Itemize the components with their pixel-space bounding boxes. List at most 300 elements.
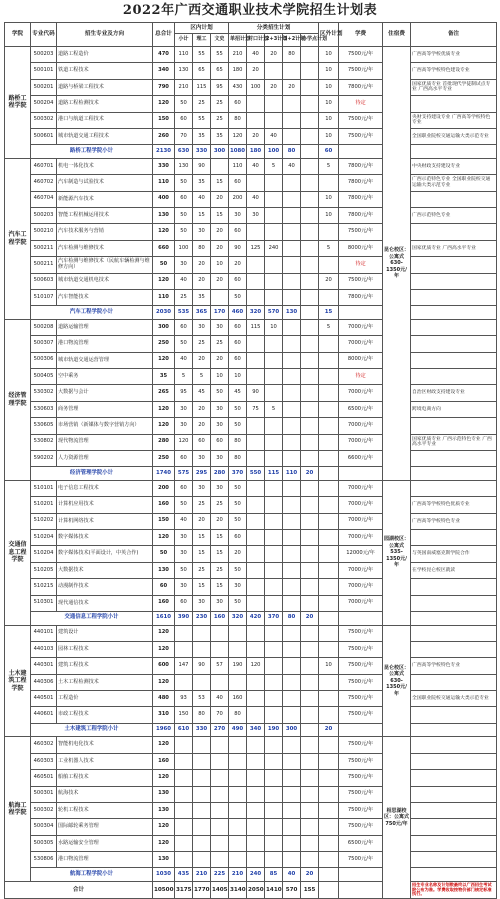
plan-b bbox=[265, 737, 283, 753]
table-row bbox=[5, 530, 497, 546]
plan-b: 20 bbox=[265, 79, 283, 95]
plan-sci: 55 bbox=[193, 47, 211, 63]
plan-art bbox=[211, 641, 229, 657]
major-name: 机电一体化技术 bbox=[57, 158, 153, 174]
remark bbox=[411, 641, 497, 657]
major-code: 460701 bbox=[31, 158, 57, 174]
plan-single: 20 bbox=[229, 257, 247, 273]
major-name: 商务管理 bbox=[57, 401, 153, 417]
major-code: 510204 bbox=[31, 546, 57, 562]
header-dorm-fee: 住宿费 bbox=[383, 23, 411, 47]
header-science: 理工 bbox=[193, 34, 211, 47]
subtotal-single: 320 bbox=[229, 612, 247, 626]
remark: 广西示范特色专业 全国职业院校交通运输大类示范专业 bbox=[411, 175, 497, 191]
table-row bbox=[5, 224, 497, 240]
plan-sci: 15 bbox=[193, 530, 211, 546]
tuition-fee: 7500元/年 bbox=[339, 625, 383, 641]
plan-a: 20 bbox=[247, 128, 265, 144]
grand-total-d: 155 bbox=[301, 881, 319, 898]
plan-sci: 25 bbox=[193, 562, 211, 578]
plan-art bbox=[211, 852, 229, 868]
plan-single bbox=[229, 770, 247, 786]
plan-a bbox=[247, 513, 265, 529]
plan-a bbox=[247, 289, 265, 305]
plan-sub: 100 bbox=[175, 240, 193, 256]
plan-sub: 70 bbox=[175, 128, 193, 144]
plan-art: 15 bbox=[211, 546, 229, 562]
plan-d bbox=[301, 240, 319, 256]
plan-sci bbox=[193, 802, 211, 818]
table-row bbox=[5, 513, 497, 529]
plan-sci: 90 bbox=[193, 158, 211, 174]
tuition-fee: 7500元/年 bbox=[339, 112, 383, 128]
table-row bbox=[5, 158, 497, 174]
subtotal-sub: 390 bbox=[175, 612, 193, 626]
plan-d bbox=[301, 674, 319, 690]
plan-total: 60 bbox=[153, 579, 175, 595]
grand-total-out bbox=[319, 881, 339, 898]
remark: 广西高等学校特色专业 bbox=[411, 513, 497, 529]
subtotal-a: 180 bbox=[247, 145, 265, 159]
plan-c bbox=[283, 707, 301, 723]
plan-a bbox=[247, 691, 265, 707]
remark bbox=[411, 786, 497, 802]
grand-total-label: 合计 bbox=[5, 881, 153, 898]
plan-b bbox=[265, 175, 283, 191]
subtotal-out bbox=[319, 467, 339, 481]
college-name: 经济管理学院 bbox=[5, 319, 31, 480]
tuition-fee: 7500元/年 bbox=[339, 753, 383, 769]
plan-b bbox=[265, 385, 283, 401]
plan-out bbox=[319, 786, 339, 802]
remark bbox=[411, 352, 497, 368]
plan-art: 30 bbox=[211, 418, 229, 434]
subtotal-remark bbox=[411, 145, 497, 159]
plan-out bbox=[319, 641, 339, 657]
subtotal-sci: 330 bbox=[193, 723, 211, 737]
major-name: 现代物流管理 bbox=[57, 434, 153, 450]
plan-sci: 45 bbox=[193, 385, 211, 401]
major-name: 汽车检测与维修技术 bbox=[57, 240, 153, 256]
plan-single bbox=[229, 625, 247, 641]
remark bbox=[411, 835, 497, 851]
plan-out: 10 bbox=[319, 96, 339, 112]
tuition-fee: 7500元/年 bbox=[339, 47, 383, 63]
plan-d bbox=[301, 434, 319, 450]
major-name: 土木工程检测技术 bbox=[57, 674, 153, 690]
plan-total: 120 bbox=[153, 401, 175, 417]
plan-out bbox=[319, 513, 339, 529]
tuition-fee: 8000元/年 bbox=[339, 352, 383, 368]
plan-c bbox=[283, 336, 301, 352]
plan-a bbox=[247, 480, 265, 496]
plan-c bbox=[283, 819, 301, 835]
table-row bbox=[5, 385, 497, 401]
plan-b bbox=[265, 480, 283, 496]
table-row bbox=[5, 802, 497, 818]
plan-b bbox=[265, 191, 283, 207]
table-row bbox=[5, 401, 497, 417]
remark bbox=[411, 530, 497, 546]
subtotal-a: 320 bbox=[247, 306, 265, 320]
plan-total: 120 bbox=[153, 819, 175, 835]
major-name: 道路运输管理 bbox=[57, 319, 153, 335]
tuition-fee: 7000元/年 bbox=[339, 579, 383, 595]
remark: 广西高等学校优质专业 bbox=[411, 47, 497, 63]
plan-c bbox=[283, 625, 301, 641]
plan-sci bbox=[193, 835, 211, 851]
plan-single: 90 bbox=[229, 240, 247, 256]
remark bbox=[411, 625, 497, 641]
plan-a: 90 bbox=[247, 385, 265, 401]
tuition-fee: 7500元/年 bbox=[339, 802, 383, 818]
plan-c: 20 bbox=[283, 79, 301, 95]
remark bbox=[411, 96, 497, 112]
plan-out bbox=[319, 770, 339, 786]
subtotal-art: 170 bbox=[211, 306, 229, 320]
table-row bbox=[5, 240, 497, 256]
plan-out bbox=[319, 497, 339, 513]
subtotal-c: 300 bbox=[283, 723, 301, 737]
plan-sci: 30 bbox=[193, 450, 211, 466]
plan-out bbox=[319, 674, 339, 690]
major-code: 500201 bbox=[31, 79, 57, 95]
remark: 国家优质专业 首批现代学徒制试点专业 广西高水平专业 bbox=[411, 79, 497, 95]
plan-total: 160 bbox=[153, 497, 175, 513]
plan-total: 120 bbox=[153, 530, 175, 546]
major-name: 智能机电化技术 bbox=[57, 737, 153, 753]
plan-art bbox=[211, 802, 229, 818]
tuition-fee: 6600元/年 bbox=[339, 450, 383, 466]
plan-sub: 60 bbox=[175, 480, 193, 496]
plan-b: 240 bbox=[265, 240, 283, 256]
major-code: 510201 bbox=[31, 497, 57, 513]
plan-c bbox=[283, 852, 301, 868]
tuition-fee: 7500元/年 bbox=[339, 786, 383, 802]
plan-total: 600 bbox=[153, 658, 175, 674]
plan-sub: 93 bbox=[175, 691, 193, 707]
subtotal-fee bbox=[339, 723, 383, 737]
plan-a bbox=[247, 625, 265, 641]
major-code: 500211 bbox=[31, 240, 57, 256]
plan-a bbox=[247, 802, 265, 818]
plan-c bbox=[283, 319, 301, 335]
grand-total-row bbox=[5, 881, 497, 898]
plan-c bbox=[283, 674, 301, 690]
plan-c bbox=[283, 208, 301, 224]
plan-out bbox=[319, 401, 339, 417]
plan-sub: 50 bbox=[175, 175, 193, 191]
plan-single: 120 bbox=[229, 128, 247, 144]
table-row bbox=[5, 852, 497, 868]
plan-d bbox=[301, 770, 319, 786]
table-row bbox=[5, 418, 497, 434]
header-subtotal: 小计 bbox=[175, 34, 193, 47]
plan-a bbox=[247, 450, 265, 466]
plan-art: 55 bbox=[211, 47, 229, 63]
plan-out: 10 bbox=[319, 658, 339, 674]
major-name: 大数据与会计 bbox=[57, 385, 153, 401]
subtotal-sci: 230 bbox=[193, 612, 211, 626]
plan-total: 120 bbox=[153, 352, 175, 368]
major-code: 500302 bbox=[31, 802, 57, 818]
plan-b bbox=[265, 289, 283, 305]
subtotal-fee bbox=[339, 467, 383, 481]
subtotal-a: 340 bbox=[247, 723, 265, 737]
plan-sub: 30 bbox=[175, 579, 193, 595]
header-arts: 文史 bbox=[211, 34, 229, 47]
major-code: 500203 bbox=[31, 208, 57, 224]
plan-art: 10 bbox=[211, 257, 229, 273]
plan-a bbox=[247, 707, 265, 723]
subtotal-out: 20 bbox=[319, 723, 339, 737]
header-college: 学院 bbox=[5, 23, 31, 47]
table-row bbox=[5, 737, 497, 753]
tuition-fee: 7500元/年 bbox=[339, 819, 383, 835]
plan-total: 120 bbox=[153, 418, 175, 434]
plan-a bbox=[247, 786, 265, 802]
plan-a bbox=[247, 546, 265, 562]
plan-b bbox=[265, 352, 283, 368]
tuition-fee: 7000元/年 bbox=[339, 336, 383, 352]
major-name: 航海技术 bbox=[57, 786, 153, 802]
remark bbox=[411, 802, 497, 818]
plan-total: 265 bbox=[153, 385, 175, 401]
plan-sci bbox=[193, 819, 211, 835]
tuition-fee: 7500元/年 bbox=[339, 737, 383, 753]
header-total: 总合计 bbox=[153, 23, 175, 47]
header-fee: 学费 bbox=[339, 23, 383, 47]
subtotal-b: 570 bbox=[265, 306, 283, 320]
plan-sci: 35 bbox=[193, 289, 211, 305]
subtotal-d bbox=[301, 723, 319, 737]
plan-sub bbox=[175, 737, 193, 753]
plan-b bbox=[265, 208, 283, 224]
major-code: 590202 bbox=[31, 450, 57, 466]
tuition-fee: 7500元/年 bbox=[339, 691, 383, 707]
remark bbox=[411, 257, 497, 273]
plan-a bbox=[247, 96, 265, 112]
remark: 广西高等学校特色优质专业 bbox=[411, 497, 497, 513]
plan-c bbox=[283, 641, 301, 657]
plan-total: 35 bbox=[153, 369, 175, 385]
table-row bbox=[5, 47, 497, 63]
plan-d bbox=[301, 289, 319, 305]
plan-total: 120 bbox=[153, 835, 175, 851]
subtotal-d: 20 bbox=[301, 868, 319, 882]
tuition-fee: 7500元/年 bbox=[339, 224, 383, 240]
plan-a: 40 bbox=[247, 47, 265, 63]
remark bbox=[411, 737, 497, 753]
plan-sci bbox=[193, 852, 211, 868]
table-row bbox=[5, 112, 497, 128]
plan-out bbox=[319, 802, 339, 818]
subtotal-sci: 295 bbox=[193, 467, 211, 481]
plan-d bbox=[301, 513, 319, 529]
tuition-fee: 7500元/年 bbox=[339, 641, 383, 657]
table-body bbox=[5, 47, 497, 899]
plan-d bbox=[301, 707, 319, 723]
plan-total: 130 bbox=[153, 802, 175, 818]
plan-d bbox=[301, 546, 319, 562]
plan-art: 30 bbox=[211, 595, 229, 611]
plan-out bbox=[319, 257, 339, 273]
subtotal-remark bbox=[411, 467, 497, 481]
plan-sci: 53 bbox=[193, 691, 211, 707]
subtotal-a: 420 bbox=[247, 612, 265, 626]
plan-d bbox=[301, 625, 319, 641]
plan-sub bbox=[175, 625, 193, 641]
header-code: 专业代码 bbox=[31, 23, 57, 47]
plan-total: 120 bbox=[153, 770, 175, 786]
plan-b bbox=[265, 369, 283, 385]
plan-a: 40 bbox=[247, 158, 265, 174]
plan-sci: 20 bbox=[193, 257, 211, 273]
plan-c bbox=[283, 112, 301, 128]
remark bbox=[411, 319, 497, 335]
subtotal-c: 80 bbox=[283, 145, 301, 159]
major-code: 460302 bbox=[31, 737, 57, 753]
plan-art bbox=[211, 819, 229, 835]
plan-art bbox=[211, 835, 229, 851]
major-code: 530802 bbox=[31, 434, 57, 450]
subtotal-total: 1960 bbox=[153, 723, 175, 737]
plan-d bbox=[301, 418, 319, 434]
plan-total: 50 bbox=[153, 257, 175, 273]
plan-out bbox=[319, 434, 339, 450]
plan-out bbox=[319, 579, 339, 595]
plan-out bbox=[319, 336, 339, 352]
major-code: 510205 bbox=[31, 562, 57, 578]
plan-d bbox=[301, 369, 319, 385]
plan-a: 40 bbox=[247, 191, 265, 207]
plan-out bbox=[319, 595, 339, 611]
plan-out bbox=[319, 835, 339, 851]
enrollment-table bbox=[4, 22, 497, 899]
tuition-fee: 待定 bbox=[339, 96, 383, 112]
plan-out bbox=[319, 737, 339, 753]
plan-d bbox=[301, 401, 319, 417]
plan-single: 10 bbox=[229, 369, 247, 385]
plan-total: 160 bbox=[153, 753, 175, 769]
plan-single: 50 bbox=[229, 289, 247, 305]
table-row bbox=[5, 450, 497, 466]
major-name: 计算机应用技术 bbox=[57, 497, 153, 513]
plan-c bbox=[283, 579, 301, 595]
tuition-fee: 7000元/年 bbox=[339, 480, 383, 496]
plan-sci: 65 bbox=[193, 63, 211, 79]
plan-sci: 15 bbox=[193, 208, 211, 224]
plan-c bbox=[283, 530, 301, 546]
plan-sub: 5 bbox=[175, 369, 193, 385]
plan-b: 5 bbox=[265, 401, 283, 417]
major-code: 510202 bbox=[31, 513, 57, 529]
remark bbox=[411, 595, 497, 611]
subtotal-row bbox=[5, 612, 497, 626]
plan-sub: 147 bbox=[175, 658, 193, 674]
dorm-fee: 昆仑校区：公寓式630-1350元/年 bbox=[383, 625, 411, 737]
plan-out bbox=[319, 480, 339, 496]
plan-total: 200 bbox=[153, 480, 175, 496]
subtotal-remark bbox=[411, 723, 497, 737]
plan-total: 120 bbox=[153, 96, 175, 112]
plan-c bbox=[283, 786, 301, 802]
plan-total: 120 bbox=[153, 641, 175, 657]
plan-c bbox=[283, 418, 301, 434]
plan-sub bbox=[175, 852, 193, 868]
plan-total: 160 bbox=[153, 595, 175, 611]
plan-sub: 50 bbox=[175, 497, 193, 513]
subtotal-fee bbox=[339, 612, 383, 626]
table-row bbox=[5, 753, 497, 769]
plan-d bbox=[301, 691, 319, 707]
remark bbox=[411, 753, 497, 769]
plan-d bbox=[301, 835, 319, 851]
plan-c bbox=[283, 175, 301, 191]
plan-art bbox=[211, 737, 229, 753]
plan-sci: 30 bbox=[193, 595, 211, 611]
plan-b bbox=[265, 273, 283, 289]
plan-sci: 20 bbox=[193, 401, 211, 417]
subtotal-sub: 535 bbox=[175, 306, 193, 320]
plan-sub: 50 bbox=[175, 336, 193, 352]
plan-total: 120 bbox=[153, 224, 175, 240]
tuition-fee: 7800元/年 bbox=[339, 191, 383, 207]
plan-c bbox=[283, 835, 301, 851]
table-row bbox=[5, 691, 497, 707]
tuition-fee: 7000元/年 bbox=[339, 530, 383, 546]
plan-a bbox=[247, 641, 265, 657]
plan-out bbox=[319, 546, 339, 562]
plan-out: 10 bbox=[319, 47, 339, 63]
plan-d bbox=[301, 497, 319, 513]
subtotal-fee bbox=[339, 868, 383, 882]
major-code: 510107 bbox=[31, 289, 57, 305]
plan-total: 480 bbox=[153, 691, 175, 707]
plan-c bbox=[283, 658, 301, 674]
plan-single: 20 bbox=[229, 546, 247, 562]
plan-c bbox=[283, 240, 301, 256]
plan-total: 790 bbox=[153, 79, 175, 95]
plan-a bbox=[247, 336, 265, 352]
plan-b bbox=[265, 96, 283, 112]
plan-d bbox=[301, 579, 319, 595]
table-row bbox=[5, 96, 497, 112]
plan-single: 60 bbox=[229, 96, 247, 112]
subtotal-out: 15 bbox=[319, 306, 339, 320]
plan-d bbox=[301, 128, 319, 144]
table-row bbox=[5, 786, 497, 802]
plan-sub: 60 bbox=[175, 450, 193, 466]
major-code: 500304 bbox=[31, 819, 57, 835]
remark bbox=[411, 224, 497, 240]
plan-sub: 95 bbox=[175, 385, 193, 401]
table-row bbox=[5, 273, 497, 289]
plan-art: 15 bbox=[211, 208, 229, 224]
grand-total-c: 570 bbox=[283, 881, 301, 898]
table-row bbox=[5, 319, 497, 335]
plan-single: 30 bbox=[229, 579, 247, 595]
table-row bbox=[5, 79, 497, 95]
major-code: 530605 bbox=[31, 418, 57, 434]
plan-out bbox=[319, 753, 339, 769]
major-name: 智能工程机械运用技术 bbox=[57, 208, 153, 224]
plan-out bbox=[319, 224, 339, 240]
remark bbox=[411, 852, 497, 868]
subtotal-label: 汽车工程学院小计 bbox=[31, 306, 153, 320]
plan-single: 50 bbox=[229, 497, 247, 513]
plan-a bbox=[247, 753, 265, 769]
